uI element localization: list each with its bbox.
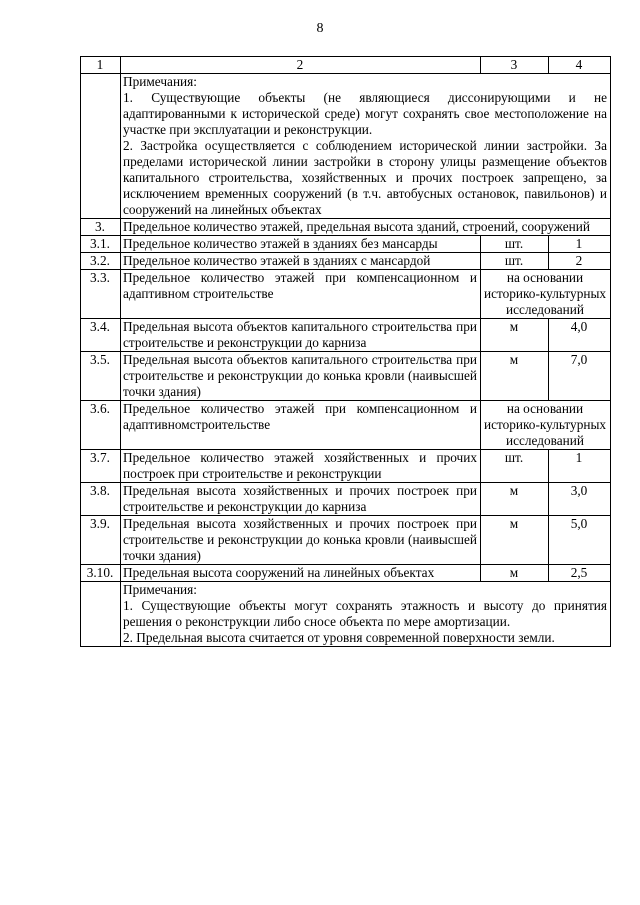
row-value: 4,0 [549,319,611,352]
notes-top-row [81,74,611,219]
row-value: 3,0 [549,483,611,516]
row-number: 3.5. [81,352,121,401]
table-row [81,236,611,253]
row-description: Предельная высота объектов капитального строительства при строительстве и реконструкции до карниза [121,319,481,352]
table-row [81,483,611,516]
notes-top-num-cell [81,74,121,219]
row-number: 3.3. [81,270,121,319]
row-unit: м [481,565,549,582]
header-row [81,57,611,74]
section-title: Предельное количество этажей, предельная высота зданий, строений, сооружений [121,219,611,236]
row-merged-value: на основании историко-культурных исследований [481,270,611,319]
row-description: Предельная высота сооружений на линейных объектах [121,565,481,582]
table-row [81,401,611,450]
row-number: 3.9. [81,516,121,565]
table-row [81,516,611,565]
notes-bottom-cell [121,582,611,647]
row-value: 1 [549,236,611,253]
row-description: Предельная высота хозяйственных и прочих построек при строительстве и реконструкции до карниза [121,483,481,516]
table-row [81,352,611,401]
row-description: Предельная высота хозяйственных и прочих построек при строительстве и реконструкции до конька кровли (наивысшей точки здания) [121,516,481,565]
notes-bottom-title: Примечания: [123,582,197,597]
section-num: 3. [81,219,121,236]
table-row [81,450,611,483]
notes-top-cell [121,74,611,219]
header-col-4: 4 [549,57,611,74]
notes-bottom-item-1: 1. Существующие объекты могут сохранять этажность и высоту до принятия решения о реконструкции либо сносе объекта по мере амортизации. [123,598,607,629]
table-row [81,270,611,319]
table-row [81,565,611,582]
row-number: 3.4. [81,319,121,352]
header-col-3: 3 [481,57,549,74]
row-unit: шт. [481,236,549,253]
table-row [81,319,611,352]
row-number: 3.2. [81,253,121,270]
table-row [81,253,611,270]
notes-top-title: Примечания: [123,74,197,89]
row-description: Предельное количество этажей хозяйственных и прочих построек при строительстве и реконструкции [121,450,481,483]
row-number: 3.6. [81,401,121,450]
notes-top-item-2: 2. Застройка осуществляется с соблюдением исторической линии застройки. За пределами исторической линии застройки в сторону улицы размещение объектов капитального строительства, хозяйственных и прочих построек запрещено, за исключением временных сооружений (в т.ч. автобусных остановок, павильонов) и сооружений на линейных объектах [123,138,607,217]
row-unit: м [481,483,549,516]
row-value: 7,0 [549,352,611,401]
row-description: Предельное количество этажей в зданиях с мансардой [121,253,481,270]
row-number: 3.1. [81,236,121,253]
row-value: 2,5 [549,565,611,582]
row-unit: м [481,516,549,565]
notes-bottom-num-cell [81,582,121,647]
row-unit: шт. [481,450,549,483]
row-value: 5,0 [549,516,611,565]
row-value: 2 [549,253,611,270]
row-description: Предельное количество этажей при компенсационном и адаптивномстроительстве [121,401,481,450]
row-value: 1 [549,450,611,483]
header-col-1: 1 [81,57,121,74]
row-description: Предельная высота объектов капитального строительства при строительстве и реконструкции до конька кровли (наивысшей точки здания) [121,352,481,401]
notes-bottom-item-2: 2. Предельная высота считается от уровня современной поверхности земли. [123,630,555,645]
row-merged-value: на основании историко-культурных исследований [481,401,611,450]
row-unit: м [481,352,549,401]
row-unit: шт. [481,253,549,270]
row-number: 3.10. [81,565,121,582]
regulations-table [80,56,611,647]
row-unit: м [481,319,549,352]
row-description: Предельное количество этажей при компенсационном и адаптивном строительстве [121,270,481,319]
notes-top-item-1: 1. Существующие объекты (не являющиеся диссонирующими и не адаптированными к исторической среде) могут сохранять свое местоположение на участке при эксплуатации и реконструкции. [123,90,607,137]
page-number: 8 [316,21,324,36]
notes-bottom-row [81,582,611,647]
section-row [81,219,611,236]
header-col-2: 2 [121,57,481,74]
row-number: 3.7. [81,450,121,483]
row-number: 3.8. [81,483,121,516]
row-description: Предельное количество этажей в зданиях без мансарды [121,236,481,253]
